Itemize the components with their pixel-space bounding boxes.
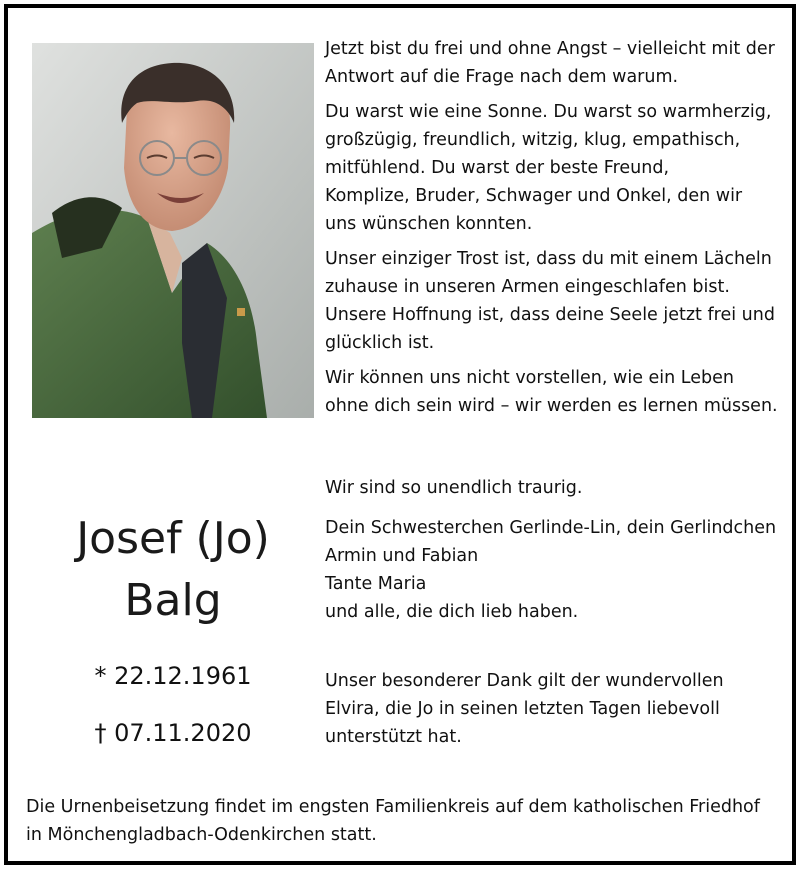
burial-line: Die Urnenbeisetzung findet im engsten Familienkreis auf dem katholischen Friedhof xyxy=(26,797,760,817)
poem-paragraph xyxy=(325,35,780,91)
portrait-photo xyxy=(32,43,314,418)
sadness-text: Wir sind so unendlich traurig. xyxy=(325,478,583,498)
family-signatures xyxy=(325,514,780,626)
poem-line: Wir können uns nicht vorstellen, wie ein Leben xyxy=(325,368,734,388)
poem-line: Unser einziger Trost ist, dass du mit einem Lächeln xyxy=(325,249,772,269)
poem-line: Du warst wie eine Sonne. Du warst so warmherzig, xyxy=(325,102,772,122)
poem-line: Jetzt bist du frei und ohne Angst – vielleicht mit der xyxy=(325,39,775,59)
poem-line: ohne dich sein wird – wir werden es lernen müssen. xyxy=(325,396,778,416)
deceased-name xyxy=(40,508,306,632)
family-line: Dein Schwesterchen Gerlinde-Lin, dein Gerlindchen xyxy=(325,518,777,538)
burial-line: in Mönchengladbach-Odenkirchen statt. xyxy=(26,825,377,845)
thanks-line: Elvira, die Jo in seinen letzten Tagen liebevoll xyxy=(325,699,720,719)
deceased-first-name: Josef (Jo) xyxy=(76,513,270,564)
family-line: und alle, die dich lieb haben. xyxy=(325,602,579,622)
family-line: Tante Maria xyxy=(325,574,427,594)
poem-line: Komplize, Bruder, Schwager und Onkel, den wir xyxy=(325,186,743,206)
birth-date: * 22.12.1961 xyxy=(94,662,252,690)
death-date: † 07.11.2020 xyxy=(94,719,252,747)
thanks-note xyxy=(325,667,780,751)
poem-line: zuhause in unseren Armen eingeschlafen bist. xyxy=(325,277,730,297)
poem-paragraph xyxy=(325,364,780,420)
poem-line: mitfühlend. Du warst der beste Freund, xyxy=(325,158,670,178)
thanks-line: unterstützt hat. xyxy=(325,727,462,747)
thanks-line: Unser besonderer Dank gilt der wundervollen xyxy=(325,671,724,691)
poem xyxy=(325,35,780,427)
poem-line: Antwort auf die Frage nach dem warum. xyxy=(325,67,679,87)
deceased-last-name: Balg xyxy=(124,575,222,626)
burial-notice xyxy=(26,793,776,849)
poem-line: glücklich ist. xyxy=(325,333,435,353)
family-line: Armin und Fabian xyxy=(325,546,479,566)
poem-line: großzügig, freundlich, witzig, klug, empathisch, xyxy=(325,130,741,150)
poem-line: Unsere Hoffnung ist, dass deine Seele jetzt frei und xyxy=(325,305,775,325)
poem-paragraph xyxy=(325,98,780,238)
sadness-line xyxy=(325,474,780,502)
poem-paragraph xyxy=(325,245,780,357)
poem-line: uns wünschen konnten. xyxy=(325,214,533,234)
